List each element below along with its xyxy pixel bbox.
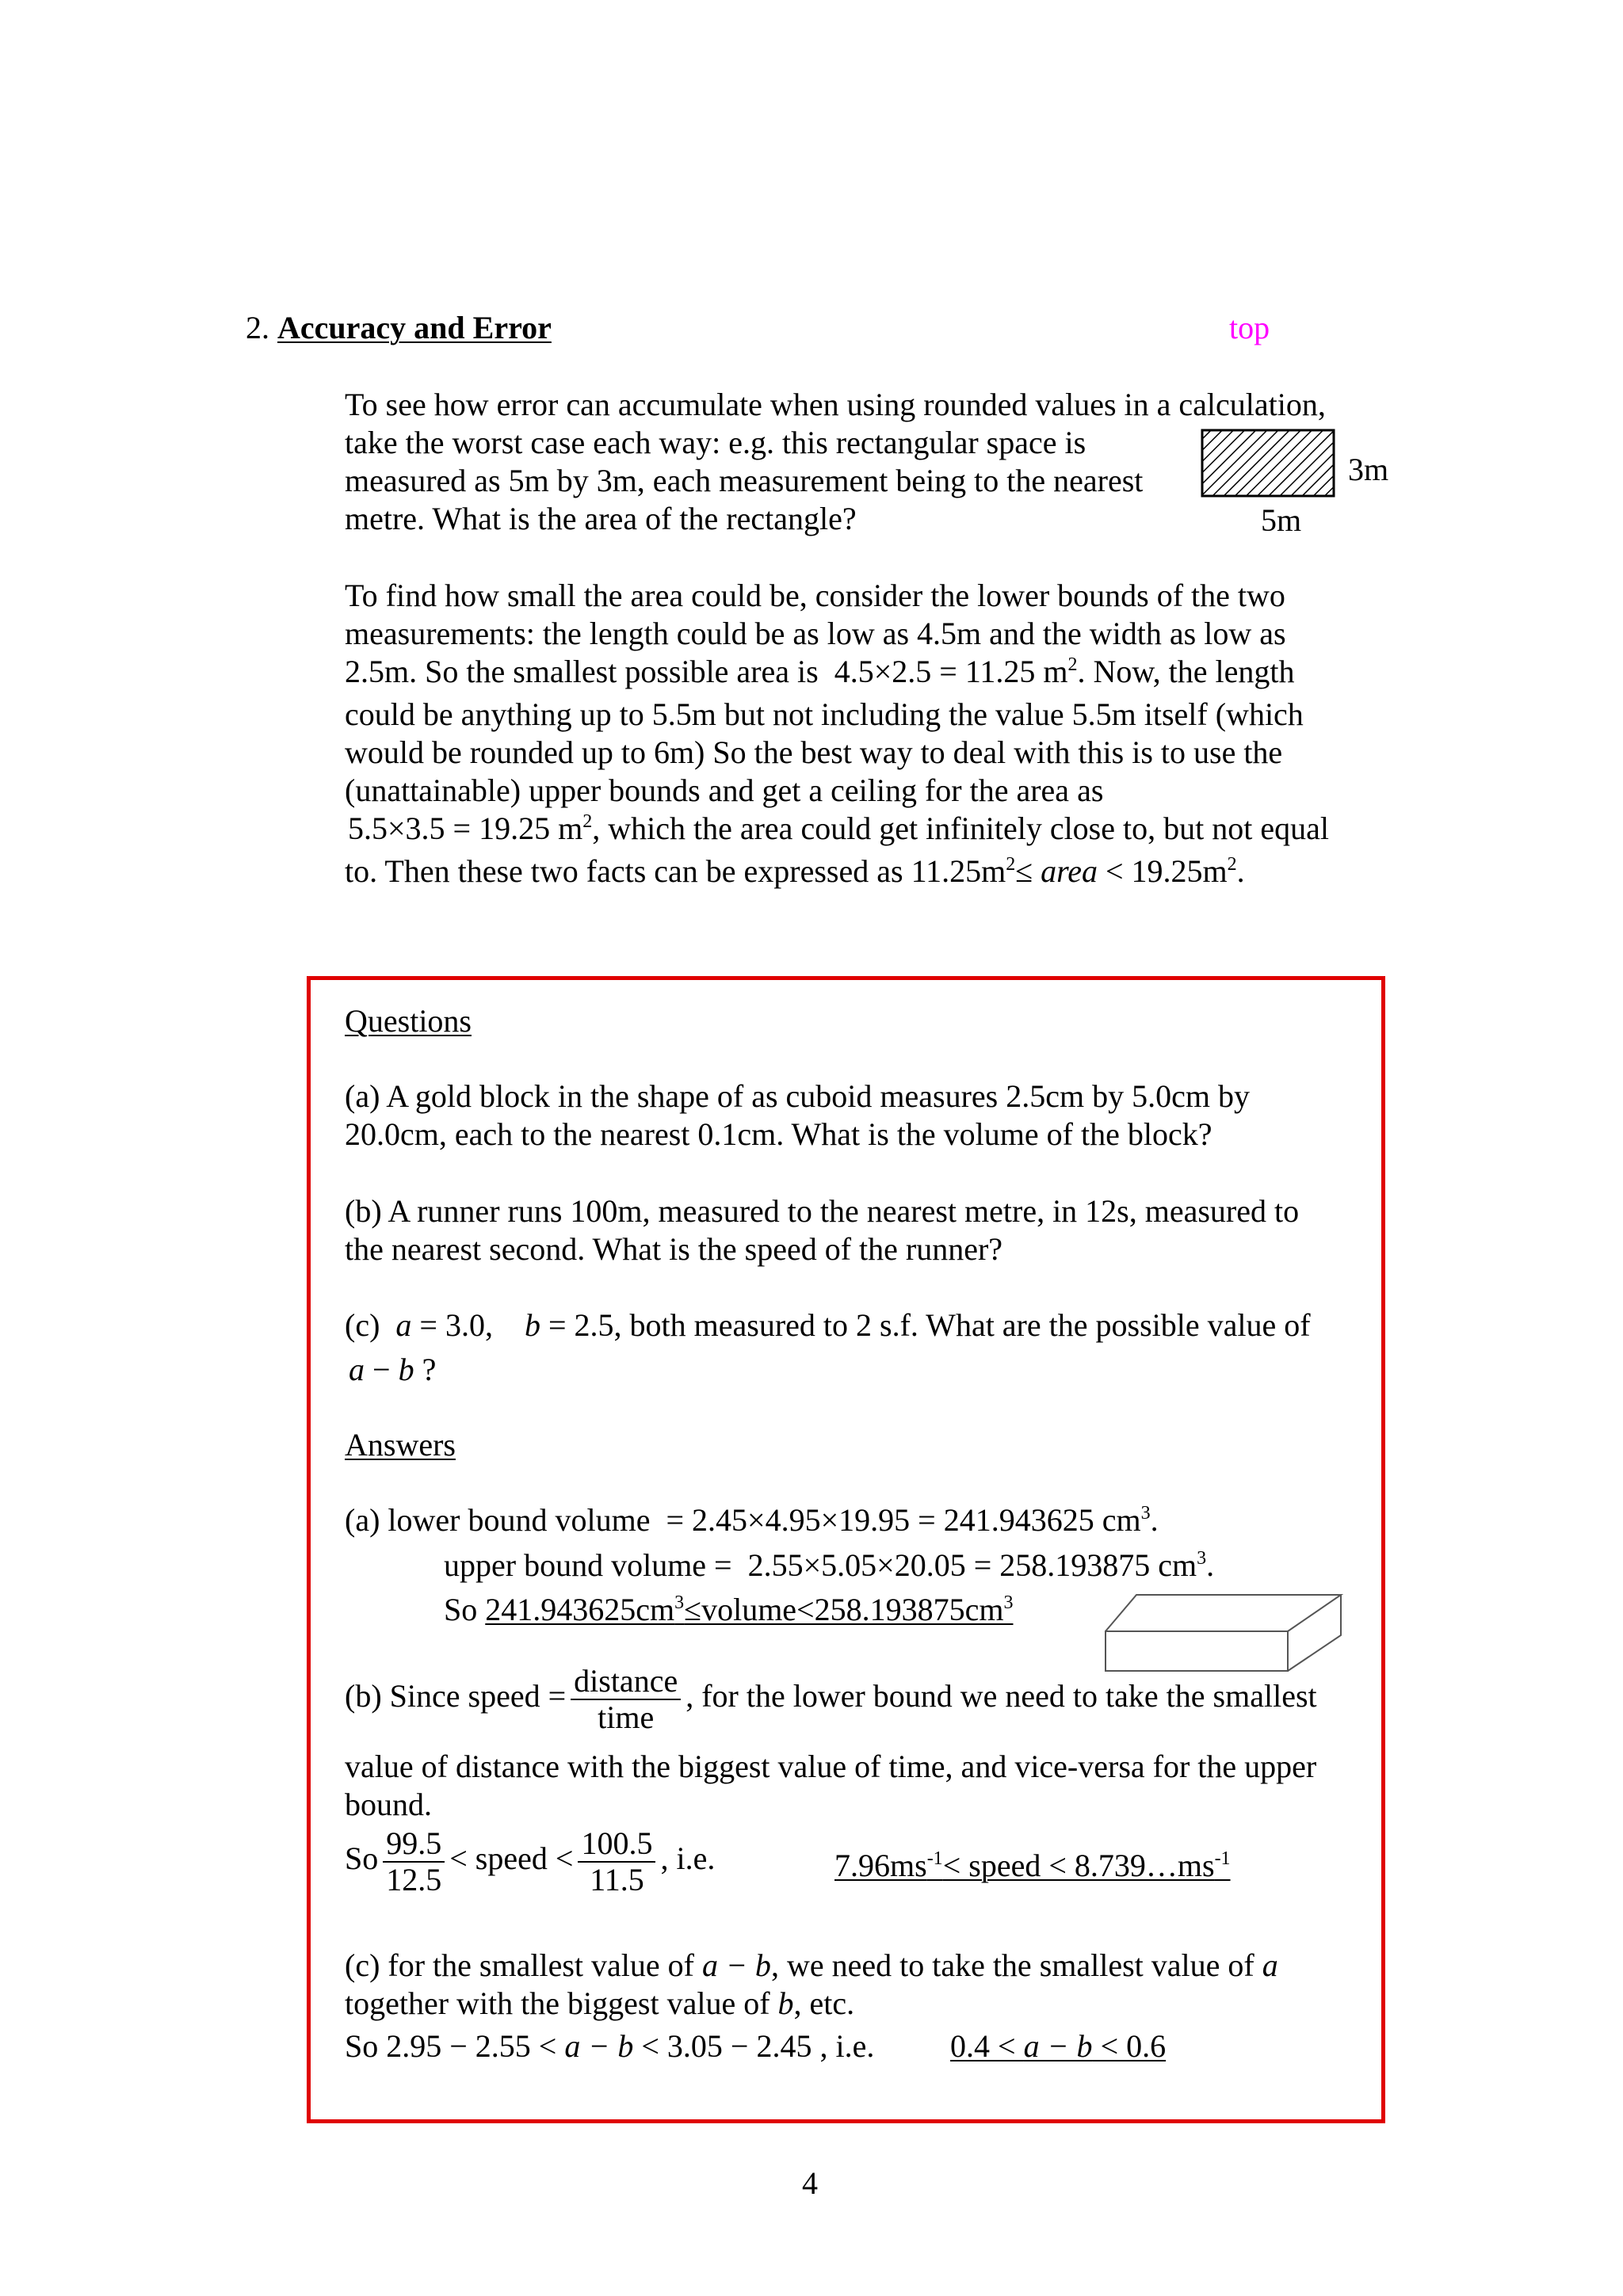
answer-a-upper: upper bound volume = 2.55×5.05×20.05 = 258.193875 $cm^3$. bbox=[444, 1547, 1215, 1583]
bounds-line-2: measurements: the length could be as low as 4.5m and the width as low as bbox=[345, 616, 1286, 651]
speed-fraction: $\frac{\text{distance}}{\text{time}}$ bbox=[571, 1664, 681, 1735]
questions-heading: Questions bbox=[345, 1003, 472, 1039]
section-heading bbox=[246, 309, 552, 347]
upper-speed-fraction: $\frac{100.5}{11.5}$ bbox=[578, 1826, 655, 1897]
bounds-line-5: would be rounded up to 6m) So the best way to deal with this is to use the bbox=[345, 734, 1283, 770]
lower-area-expr: 4.5×2.5 = 11.25 m bbox=[834, 654, 1068, 689]
answer-c-line-3: So 2.95 − 2.55 < a − b < 3.05 − 2.45 , i.e. bbox=[345, 2028, 875, 2064]
answer-b-line-4: So $\frac{99.5}{12.5}$ < speed < $\frac{100.5}{11.5}$ , i.e. bbox=[345, 1825, 716, 1897]
answer-b-result: $7.96ms^{-1}<$ speed < $8.739\dots ms^{-1}$ bbox=[834, 1848, 1231, 1883]
question-c-line-2: a − b ? bbox=[349, 1352, 437, 1387]
intro-line-4: metre. What is the area of the rectangle? bbox=[345, 501, 857, 536]
answer-c-line-1: (c) for the smallest value of a − b, we need to take the smallest value of a bbox=[345, 1947, 1278, 1983]
bounds-line-8: to. Then these two facts can be expressed as $11.25m^2\le$ area < $19.25m^2$. bbox=[345, 853, 1245, 889]
rect-width-label: 5m bbox=[1261, 502, 1302, 538]
section-title: Accuracy and Error bbox=[277, 310, 552, 345]
answer-a-lower: (a) lower bound volume = 2.45×4.95×19.95 = 241.943625 $cm^3$. bbox=[345, 1502, 1159, 1538]
question-c-line-1: (c) a = 3.0, b = 2.5, both measured to 2 s.f. What are the possible value of bbox=[345, 1307, 1311, 1343]
question-b-line-2: the nearest second. What is the speed of the runner? bbox=[345, 1231, 1003, 1267]
upper-area-expr: 5.5×3.5 = 19.25 m bbox=[348, 810, 583, 846]
answer-b-line-3: bound. bbox=[345, 1787, 432, 1822]
bounds-line-4: could be anything up to 5.5m but not including the value 5.5m itself (which bbox=[345, 696, 1304, 732]
answers-heading: Answers bbox=[345, 1427, 456, 1463]
answer-c-line-2: together with the biggest value of b, etc. bbox=[345, 1985, 855, 2021]
question-a-line-1: (a) A gold block in the shape of as cuboid measures 2.5cm by 5.0cm by bbox=[345, 1078, 1250, 1114]
answer-c-result: 0.4 < a − b < 0.6 bbox=[950, 2028, 1167, 2064]
answer-b-line-1: (b) Since speed = $\frac{\text{distance}}{\text{time}}$ , for the lower bound we need to take the smallest bbox=[345, 1663, 1317, 1735]
rectangle-diagram bbox=[1201, 429, 1335, 498]
section-number: 2. bbox=[246, 310, 269, 345]
lower-speed-fraction: $\frac{99.5}{12.5}$ bbox=[383, 1826, 445, 1897]
answer-a-result: So $241.943625cm^3\le volume<258.193875cm^3$ bbox=[444, 1592, 1014, 1627]
answer-b-line-2: value of distance with the biggest value of time, and vice-versa for the upper bbox=[345, 1749, 1317, 1784]
bounds-line-1: To find how small the area could be, consider the lower bounds of the two bbox=[345, 578, 1285, 613]
cuboid-diagram bbox=[1103, 1592, 1349, 1673]
bounds-line-3: 2.5m. So the smallest possible area is 4.5×2.5 = 11.25 $m^2$. Now, the length bbox=[345, 654, 1295, 689]
page-number: 4 bbox=[802, 2165, 818, 2201]
intro-line-2: take the worst case each way: e.g. this rectangular space is bbox=[345, 425, 1086, 460]
top-link[interactable]: top bbox=[1229, 310, 1270, 345]
question-b-line-1: (b) A runner runs 100m, measured to the nearest metre, in 12s, measured to bbox=[345, 1193, 1300, 1229]
bounds-line-7: 5.5×3.5 = 19.25 $m^2$, which the area could get infinitely close to, but not equal bbox=[348, 810, 1329, 846]
intro-line-3: measured as 5m by 3m, each measurement being to the nearest bbox=[345, 463, 1144, 498]
rect-height-label: 3m bbox=[1348, 452, 1389, 487]
intro-line-1: To see how error can accumulate when using rounded values in a calculation, bbox=[345, 387, 1326, 422]
question-a-line-2: 20.0cm, each to the nearest 0.1cm. What is the volume of the block? bbox=[345, 1116, 1212, 1152]
bounds-line-6: (unattainable) upper bounds and get a ceiling for the area as bbox=[345, 772, 1104, 808]
